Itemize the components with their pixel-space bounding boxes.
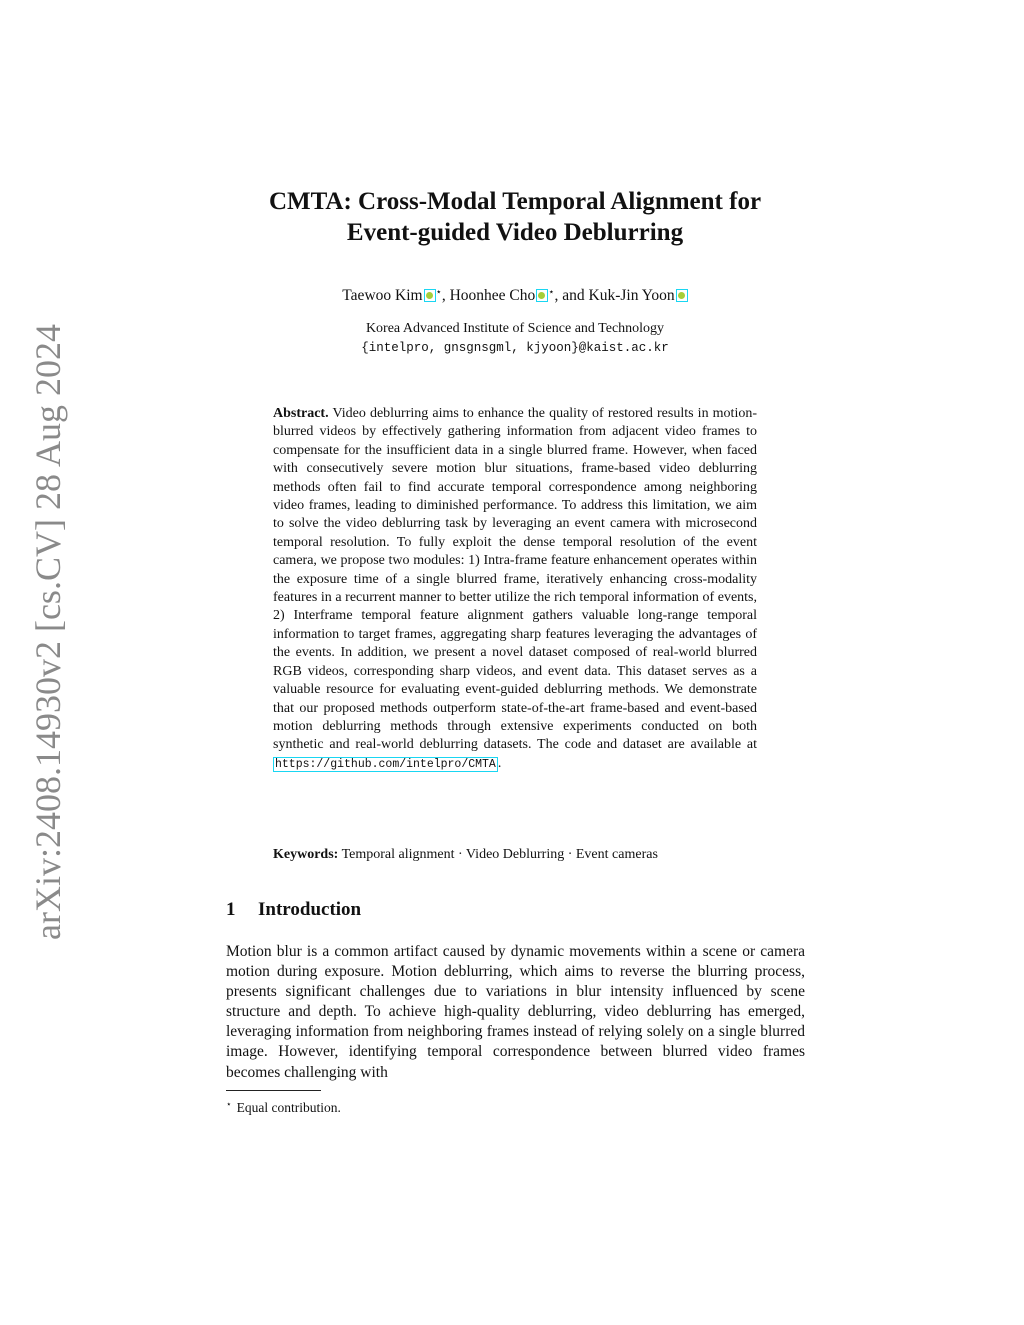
author-separator: , — [441, 287, 450, 304]
code-repository-link[interactable]: https://github.com/intelpro/CMTA — [275, 757, 496, 771]
orcid-icon[interactable] — [424, 289, 436, 302]
abstract-label: Abstract. — [273, 406, 329, 421]
footnote-text: Equal contribution. — [236, 1100, 341, 1115]
keywords-text: Temporal alignment · Video Deblurring · Event cameras — [341, 847, 658, 862]
paper-title — [200, 186, 830, 248]
abstract-end: . — [497, 755, 502, 771]
author-name: Hoonhee Cho — [449, 287, 536, 304]
section-title: Introduction — [258, 899, 362, 920]
footnote-mark: ⋆ — [226, 1099, 232, 1109]
equal-contribution-mark: ⋆ — [548, 287, 555, 298]
abstract-text: Video deblurring aims to enhance the quality of restored results in motion-blurred videos by effectively gathering information from adjacent video frames to compensate for the insufficient data in a single blurred frame. However, when faced with consecutively severe motion blur situations, frame-based video deblurring methods often fail to find accurate temporal correspondence among neighboring video frames, leading to diminished performance. To address this limitation, we aim to solve the video deblurring task by leveraging an event camera with microsecond temporal resolution. To fully exploit the dense temporal resolution of the event camera, we propose two modules: 1) Intra-frame feature enhancement operates within the exposure time of a single blurred frame, iteratively enhancing cross-modality features in a recurrent manner to better utilize the rich temporal information of events, 2) Interframe temporal feature alignment gathers valuable long-range temporal information to target frames, aggregating sharp features leveraging the advantages of the events. In addition, we present a novel dataset composed of real-world blurred RGB videos, corresponding sharp videos, and event data. This dataset serves as a valuable resource for evaluating event-guided deblurring methods. We demonstrate that our proposed methods outperform state-of-the-art frame-based and event-based motion deblurring methods through extensive experiments conducted on both synthetic and real-world deblurring datasets. The code and dataset are available at — [273, 406, 758, 753]
abstract — [273, 405, 757, 774]
title-line-1: CMTA: Cross-Modal Temporal Alignment for — [268, 188, 762, 215]
author-name: Taewoo Kim — [342, 287, 423, 304]
author-list — [200, 283, 830, 306]
author-emails: {intelpro, gnsgnsgml, kjyoon}@kaist.ac.kr — [361, 341, 669, 355]
keywords-label: Keywords: — [273, 847, 339, 862]
title-line-2: Event-guided Video Deblurring — [346, 219, 684, 246]
orcid-icon[interactable] — [676, 289, 688, 302]
affiliation: Korea Advanced Institute of Science and Technology — [365, 321, 665, 336]
footnote — [226, 1095, 341, 1117]
section-heading-introduction — [226, 898, 361, 922]
orcid-icon[interactable] — [536, 289, 548, 302]
keywords — [273, 846, 757, 864]
section-number: 1 — [226, 899, 236, 920]
author-separator: , and — [554, 287, 589, 304]
equal-contribution-mark: ⋆ — [435, 287, 442, 298]
author-name: Kuk-Jin Yoon — [588, 287, 675, 304]
intro-paragraph: Motion blur is a common artifact caused by dynamic movements within a scene or camera motion during exposure. Motion deblurring, which aims to reverse the blurring process, presents significant challenges due to variations in blur intensity influenced by scene structure and depth. To achieve high-quality deblurring, video deblurring has emerged, leveraging information from neighboring frames instead of relying solely on a single blurred image. However, identifying temporal correspondence between blurred video frames becomes challenging with — [226, 943, 805, 1081]
footnote-divider — [226, 1090, 321, 1091]
arxiv-identifier-stamp: arXiv:2408.14930v2 [cs.CV] 28 Aug 2024 — [28, 324, 68, 940]
